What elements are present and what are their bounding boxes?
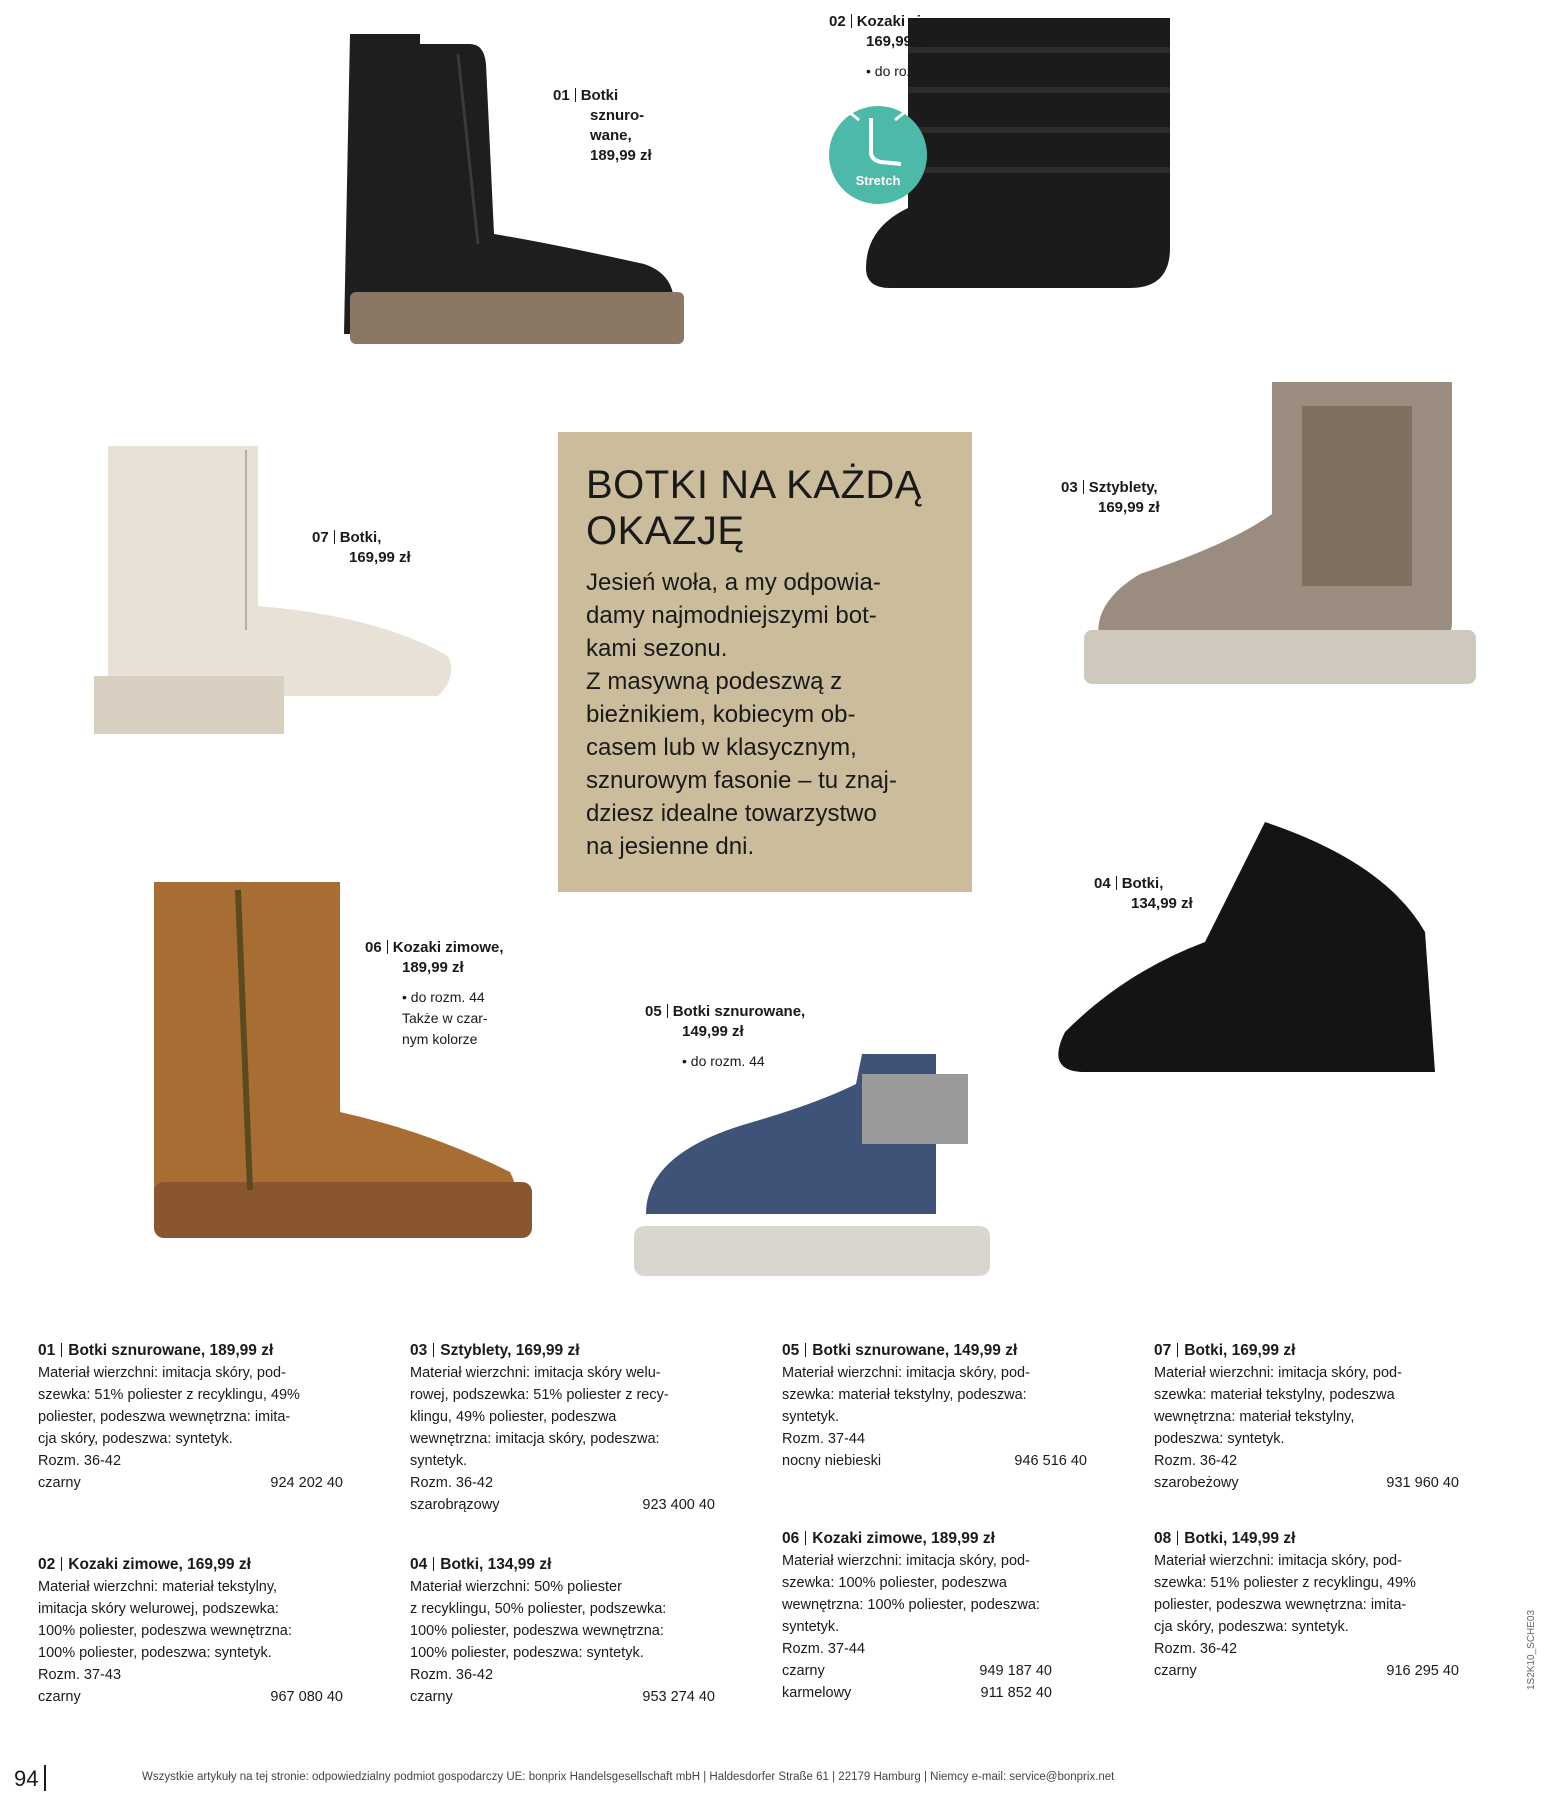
spec-line: cja skóry, podeszwa: syntetyk. [38, 1431, 233, 1447]
boot-01-black-lace-up-image [318, 14, 696, 364]
spec-number: 08 [1154, 1530, 1172, 1547]
variant-code: 916 295 40 [1386, 1663, 1459, 1679]
callout-line: Sztyblety, [1088, 479, 1158, 496]
spec-number: 07 [1154, 1342, 1172, 1359]
variant-color: szarobeżowy [1154, 1475, 1239, 1491]
spec-line: 100% poliester, podeszwa: syntetyk. [410, 1645, 644, 1661]
variant-code: 923 400 40 [642, 1497, 715, 1513]
spec-title: Botki sznurowane, 189,99 zł [68, 1342, 274, 1359]
callout-line: Kozaki zimowe, [856, 13, 968, 30]
feature-title-line: BOTKI NA KAŻDĄ [586, 463, 922, 507]
variant-color: czarny [1154, 1663, 1197, 1679]
callout-number: 04 [1094, 875, 1111, 892]
footer-legal-text: Wszystkie artykuły na tej stronie: odpowiedzialny podmiot gospodarczy UE: bonprix Handelsgesellschaft mbH | Haldesdorfer Straße 61 | 22179 Hamburg | Niemcy e-mail: service@bonprix.net [142, 1771, 1115, 1783]
spec-title: Kozaki zimowe, 189,99 zł [812, 1530, 995, 1547]
boot-07-beige-zip-image [88, 440, 468, 750]
spec-line: szewka: materiał tekstylny, podeszwa [1154, 1387, 1395, 1403]
callout-03 [1061, 478, 1160, 518]
spec-04 [410, 1554, 740, 1708]
spec-line: Materiał wierzchni: imitacja skóry, pod- [782, 1553, 1030, 1569]
callout-price: 169,99 zł [1098, 499, 1160, 516]
callout-line: wane, [590, 127, 632, 144]
spec-line: klingu, 49% poliester, podeszwa [410, 1409, 617, 1425]
spec-line: imitacja skóry welurowej, podszewka: [38, 1601, 279, 1617]
spec-03 [410, 1340, 740, 1516]
callout-number: 06 [365, 939, 382, 956]
callout-number: 07 [312, 529, 329, 546]
spec-title: Botki, 149,99 zł [1184, 1530, 1296, 1547]
spec-title: Botki sznurowane, 149,99 zł [812, 1342, 1018, 1359]
spec-number: 05 [782, 1342, 800, 1359]
variant-code: 924 202 40 [270, 1475, 343, 1491]
variant-code: 949 187 40 [979, 1663, 1052, 1679]
spec-variant-row [410, 1686, 715, 1708]
callout-note: Także w czar- [402, 1010, 488, 1026]
feature-body [586, 566, 944, 863]
variant-code: 911 852 40 [980, 1685, 1052, 1701]
spec-line: Materiał wierzchni: imitacja skóry, pod- [1154, 1553, 1402, 1569]
variant-color: szarobrązowy [410, 1497, 500, 1513]
spec-variant-row [782, 1450, 1087, 1472]
spec-line: 100% poliester, podeszwa: syntetyk. [38, 1645, 272, 1661]
callout-note: • do rozm. 44 [682, 1053, 765, 1069]
callout-line: Botki [580, 87, 619, 104]
spec-05 [782, 1340, 1112, 1472]
spec-variant-row [1154, 1472, 1459, 1494]
callout-07 [312, 528, 411, 568]
spec-line: szewka: 51% poliester z recyklingu, 49% [38, 1387, 300, 1403]
feature-body-line: sznurowym fasonie – tu znaj- [586, 767, 897, 794]
variant-color: nocny niebieski [782, 1453, 882, 1469]
callout-02 [829, 12, 968, 81]
spec-line: poliester, podeszwa wewnętrzna: imita- [1154, 1597, 1407, 1613]
variant-color: czarny [38, 1689, 81, 1705]
variant-code: 967 080 40 [270, 1689, 343, 1705]
spec-title: Sztyblety, 169,99 zł [440, 1342, 580, 1359]
spec-line: podeszwa: syntetyk. [1154, 1431, 1285, 1447]
callout-line: Botki sznurowane, [672, 1003, 806, 1020]
feature-box [558, 432, 972, 892]
spec-size: Rozm. 36-42 [1154, 1453, 1238, 1469]
stretch-badge [829, 106, 927, 204]
vertical-catalog-code: 1S2K10_SCHE03 [1526, 1609, 1537, 1690]
spec-line: Materiał wierzchni: imitacja skóry welu- [410, 1365, 661, 1381]
boot-05-navy-lace-up-image [630, 1050, 1000, 1290]
spec-title: Botki, 169,99 zł [1184, 1342, 1296, 1359]
variant-code: 946 516 40 [1014, 1453, 1087, 1469]
callout-note: • do rozm. 43 [866, 63, 949, 79]
callout-price: 189,99 zł [590, 147, 652, 164]
spec-line: syntetyk. [782, 1619, 840, 1635]
callout-note: • do rozm. 44 [402, 989, 485, 1005]
callout-line: Botki, [1121, 875, 1164, 892]
spec-line: wewnętrzna: materiał tekstylny, [1154, 1409, 1355, 1425]
callout-05 [645, 1002, 805, 1071]
spec-variant-row [782, 1660, 1052, 1682]
callout-line: Botki, [339, 529, 382, 546]
callout-line: Kozaki zimowe, [392, 939, 504, 956]
feature-body-line: bieżnikiem, kobiecym ob- [586, 701, 856, 728]
spec-02 [38, 1554, 368, 1708]
spec-line: Materiał wierzchni: imitacja skóry, pod- [38, 1365, 286, 1381]
page-number-text: 94 [14, 1766, 39, 1791]
feature-title [586, 462, 944, 554]
spec-size: Rozm. 37-44 [782, 1641, 866, 1657]
spec-08 [1154, 1528, 1484, 1682]
spec-07 [1154, 1340, 1484, 1494]
callout-price: 169,99 zł [349, 549, 411, 566]
spec-line: cja skóry, podeszwa: syntetyk. [1154, 1619, 1349, 1635]
variant-color: czarny [38, 1475, 81, 1491]
spec-variant-row [38, 1472, 343, 1494]
callout-number: 01 [553, 87, 570, 104]
spec-line: rowej, podszewka: 51% poliester z recy- [410, 1387, 669, 1403]
feature-title-line: OKAZJĘ [586, 509, 745, 553]
callout-price: 189,99 zł [402, 959, 464, 976]
spec-number: 02 [38, 1556, 56, 1573]
feature-body-line: kami sezonu. [586, 635, 728, 662]
variant-color: czarny [782, 1663, 825, 1679]
spec-line: syntetyk. [410, 1453, 468, 1469]
boot-04-black-suede-image [1055, 818, 1445, 1098]
spec-size: Rozm. 36-42 [410, 1475, 494, 1491]
variant-color: karmelowy [782, 1685, 852, 1701]
spec-number: 04 [410, 1556, 428, 1573]
page-number [14, 1765, 46, 1792]
spec-line: szewka: 51% poliester z recyklingu, 49% [1154, 1575, 1416, 1591]
variant-code: 931 960 40 [1386, 1475, 1459, 1491]
callout-number: 03 [1061, 479, 1078, 496]
feature-body-line: damy najmodniejszymi bot- [586, 602, 877, 629]
callout-note: nym kolorze [402, 1031, 478, 1047]
stretch-badge-label: Stretch [855, 173, 901, 188]
variant-code: 953 274 40 [642, 1689, 715, 1705]
spec-size: Rozm. 37-44 [782, 1431, 866, 1447]
callout-04 [1094, 874, 1193, 914]
spec-number: 01 [38, 1342, 56, 1359]
spec-number: 03 [410, 1342, 428, 1359]
spec-line: Materiał wierzchni: materiał tekstylny, [38, 1579, 278, 1595]
spec-size: Rozm. 36-42 [1154, 1641, 1238, 1657]
spec-line: 100% poliester, podeszwa wewnętrzna: [38, 1623, 292, 1639]
callout-price: 169,99 zł [866, 33, 928, 50]
spec-size: Rozm. 36-42 [410, 1667, 494, 1683]
callout-price: 149,99 zł [682, 1023, 744, 1040]
callout-number: 02 [829, 13, 846, 30]
boot-03-taupe-chelsea-image [1080, 370, 1480, 700]
spec-01 [38, 1340, 368, 1494]
spec-line: Materiał wierzchni: imitacja skóry, pod- [782, 1365, 1030, 1381]
callout-01 [553, 86, 652, 166]
feature-body-line: Z masywną podeszwą z [586, 668, 843, 695]
spec-line: wewnętrzna: 100% poliester, podeszwa: [782, 1597, 1040, 1613]
spec-size: Rozm. 37-43 [38, 1667, 122, 1683]
callout-number: 05 [645, 1003, 662, 1020]
spec-line: 100% poliester, podeszwa wewnętrzna: [410, 1623, 664, 1639]
spec-line: z recyklingu, 50% poliester, podszewka: [410, 1601, 667, 1617]
spec-title: Kozaki zimowe, 169,99 zł [68, 1556, 251, 1573]
spec-line: Materiał wierzchni: imitacja skóry, pod- [1154, 1365, 1402, 1381]
spec-number: 06 [782, 1530, 800, 1547]
spec-line: syntetyk. [782, 1409, 840, 1425]
spec-variant-row [410, 1494, 715, 1516]
spec-06 [782, 1528, 1112, 1704]
variant-color: czarny [410, 1689, 453, 1705]
feature-body-line: casem lub w klasycznym, [586, 734, 857, 761]
boot-06-camel-winter-image [150, 860, 540, 1250]
spec-line: szewka: 100% poliester, podeszwa [782, 1575, 1007, 1591]
feature-body-line: Jesień woła, a my odpowia- [586, 569, 881, 596]
spec-line: wewnętrzna: imitacja skóry, podeszwa: [410, 1431, 660, 1447]
spec-line: Materiał wierzchni: 50% poliester [410, 1579, 622, 1595]
callout-06 [365, 938, 504, 1049]
spec-line: poliester, podeszwa wewnętrzna: imita- [38, 1409, 291, 1425]
spec-title: Botki, 134,99 zł [440, 1556, 552, 1573]
spec-variant-row [782, 1682, 1052, 1704]
callout-line: sznuro- [590, 107, 645, 124]
callout-price: 134,99 zł [1131, 895, 1193, 912]
spec-variant-row [1154, 1660, 1459, 1682]
feature-body-line: na jesienne dni. [586, 833, 755, 860]
spec-line: szewka: materiał tekstylny, podeszwa: [782, 1387, 1027, 1403]
feature-body-line: dziesz idealne towarzystwo [586, 800, 877, 827]
spec-size: Rozm. 36-42 [38, 1453, 122, 1469]
spec-variant-row [38, 1686, 343, 1708]
